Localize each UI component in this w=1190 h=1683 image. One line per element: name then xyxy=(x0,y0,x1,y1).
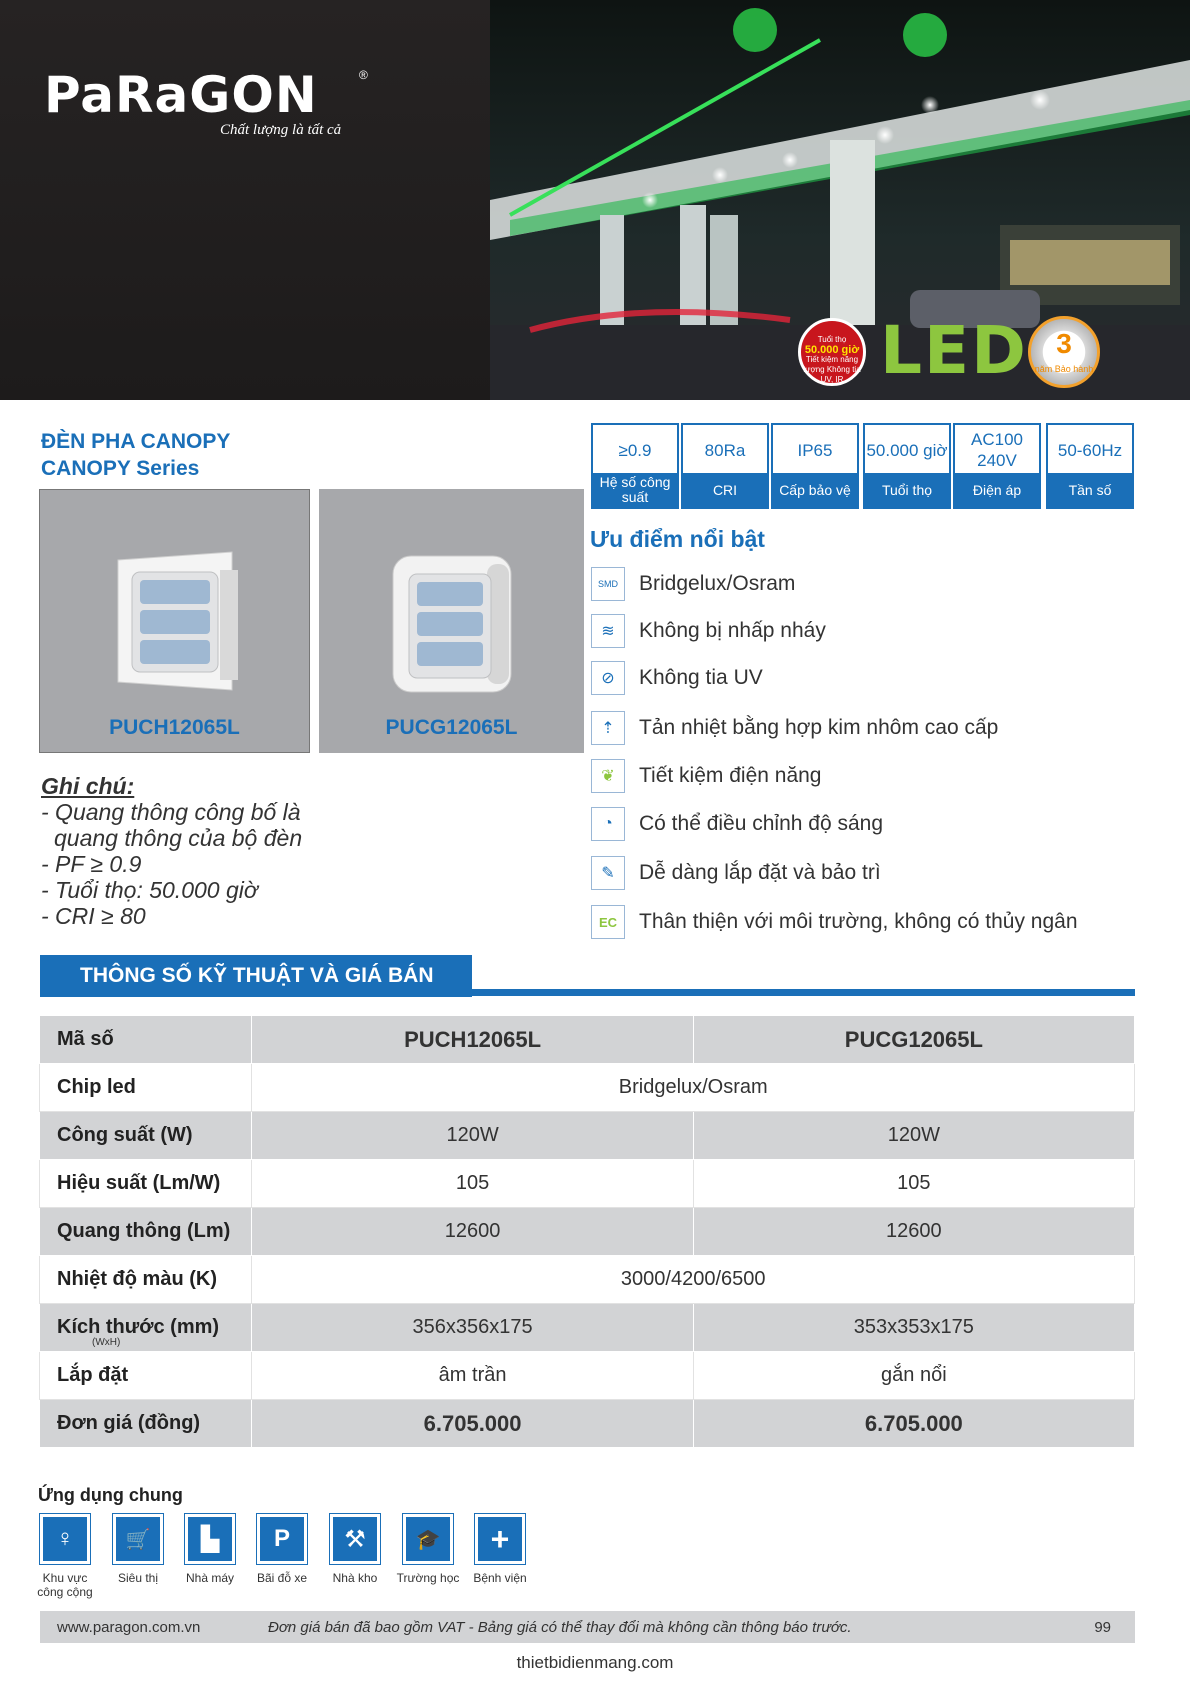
hero-banner xyxy=(0,0,1190,400)
product-code: PUCG12065L xyxy=(385,716,518,739)
warranty-years: 3 xyxy=(1056,328,1072,359)
table-cell: 105 xyxy=(252,1160,693,1208)
heat-sink-icon: ⇡ xyxy=(591,711,625,745)
column-header: PUCH12065L xyxy=(252,1016,693,1064)
application-item xyxy=(319,1513,391,1585)
application-item xyxy=(392,1513,464,1585)
forklift-icon: ⚒ xyxy=(333,1517,377,1561)
application-item xyxy=(246,1513,318,1585)
shopping-cart-icon: 🛒 xyxy=(116,1517,160,1561)
paragon-logo: PaRaGON xyxy=(44,66,318,124)
dimmer-icon: ◔ xyxy=(591,807,625,841)
warranty-badge xyxy=(1028,316,1100,388)
notes-heading: Ghi chú: xyxy=(41,773,135,799)
energy-saving-icon: ❦ xyxy=(591,759,625,793)
feature-text: Tiết kiệm điện năng xyxy=(639,764,822,787)
hospital-cross-icon: + xyxy=(478,1517,522,1561)
smd-chip-icon: SMD xyxy=(591,567,625,601)
application-label: Nhà máy xyxy=(185,1571,235,1585)
product-title xyxy=(41,428,230,482)
table-row xyxy=(40,1208,1135,1256)
column-header: PUCG12065L xyxy=(693,1016,1134,1064)
table-cell: 353x353x175 xyxy=(693,1304,1134,1352)
feature-text: Không tia UV xyxy=(639,666,763,689)
recessed-lamp-image xyxy=(110,550,240,700)
spec-value: 50-60Hz xyxy=(1057,440,1123,460)
table-row xyxy=(40,1064,1135,1112)
feature-text: Có thể điều chỉnh độ sáng xyxy=(639,812,884,835)
website-link[interactable]: www.paragon.com.vn xyxy=(57,1619,201,1636)
row-label: Hiệu suất (Lm/W) xyxy=(40,1160,252,1208)
title-line-2: CANOPY Series xyxy=(41,457,200,480)
warranty-caption: năm Bảo hành xyxy=(1034,364,1094,374)
table-row xyxy=(40,1112,1135,1160)
spec-label: Tần số xyxy=(1048,473,1132,507)
note-line: - Quang thông công bố là xyxy=(41,799,301,825)
features-title: Ưu điểm nổi bật xyxy=(590,526,765,552)
application-label: Trường học xyxy=(396,1571,460,1585)
spec-price-table xyxy=(39,1015,1135,1448)
application-label: Nhà kho xyxy=(332,1571,378,1585)
feature-text: Tản nhiệt bằng hợp kim nhôm cao cấp xyxy=(639,716,999,739)
spec-value: IP65 xyxy=(797,440,833,460)
row-label: Đơn giá (đồng) xyxy=(40,1400,252,1448)
spec-lifetime xyxy=(863,423,951,509)
application-label: Bệnh viện xyxy=(473,1571,527,1585)
lifetime-badge xyxy=(798,318,866,386)
feature-item xyxy=(591,613,826,649)
no-flicker-icon: ≋ xyxy=(591,614,625,648)
spec-label: CRI xyxy=(683,473,767,507)
spec-frequency xyxy=(1046,423,1134,509)
table-cell: 3000/4200/6500 xyxy=(252,1256,1135,1304)
section-header-rule xyxy=(40,989,1135,996)
table-cell: 105 xyxy=(693,1160,1134,1208)
no-uv-icon: ⊘ xyxy=(591,661,625,695)
application-item xyxy=(464,1513,536,1585)
badge-value: 50.000 giờ xyxy=(804,344,860,356)
application-item xyxy=(174,1513,246,1585)
application-label: Siêu thị xyxy=(117,1571,159,1585)
feature-item xyxy=(591,758,822,794)
application-item xyxy=(29,1513,101,1599)
spec-voltage xyxy=(953,423,1041,509)
table-row xyxy=(40,1016,1135,1064)
surface-lamp-image xyxy=(387,550,517,700)
feature-item xyxy=(591,904,1078,940)
spec-power-factor xyxy=(591,423,679,509)
row-label xyxy=(40,1304,252,1352)
table-cell: 356x356x175 xyxy=(252,1304,693,1352)
feature-item xyxy=(591,806,883,842)
table-row xyxy=(40,1400,1135,1448)
product-card-recessed xyxy=(39,489,310,753)
tools-icon: ✎ xyxy=(591,856,625,890)
feature-item xyxy=(591,710,998,746)
table-cell: gắn nổi xyxy=(693,1352,1134,1400)
notes-block xyxy=(41,773,302,929)
row-label-unit: (WxH) xyxy=(92,1337,121,1348)
price-cell: 6.705.000 xyxy=(693,1400,1134,1448)
spec-value: ≥0.9 xyxy=(618,440,652,460)
row-label: Mã số xyxy=(40,1016,252,1064)
application-label: Khu vực công cộng xyxy=(37,1571,93,1599)
section-title: THÔNG SỐ KỸ THUẬT VÀ GIÁ BÁN xyxy=(80,964,434,987)
table-row xyxy=(40,1304,1135,1352)
application-label: Bãi đỗ xe xyxy=(256,1571,308,1585)
spec-label: Tuổi thọ xyxy=(865,473,949,507)
brand-slogan: Chất lượng là tất cả xyxy=(220,122,342,138)
badge-subcaption: Tiết kiệm năng lượng Không tia UV, IR xyxy=(803,355,861,384)
feature-item xyxy=(591,566,795,602)
note-line: - Tuổi thọ: 50.000 giờ xyxy=(41,877,258,903)
graduation-cap-icon: 🎓 xyxy=(406,1517,450,1561)
spec-label: Cấp bảo vệ xyxy=(773,473,857,507)
table-cell: 12600 xyxy=(693,1208,1134,1256)
page-number: 99 xyxy=(1094,1619,1111,1636)
factory-icon: ▙ xyxy=(188,1517,232,1561)
spec-cri xyxy=(681,423,769,509)
spec-value: AC100 240V xyxy=(971,430,1023,470)
feature-text: Dễ dàng lắp đặt và bảo trì xyxy=(639,861,881,884)
table-cell: 120W xyxy=(693,1112,1134,1160)
applications-title: Ứng dụng chung xyxy=(38,1485,183,1505)
row-label: Quang thông (Lm) xyxy=(40,1208,252,1256)
product-card-surface xyxy=(319,489,584,753)
table-row xyxy=(40,1352,1135,1400)
table-cell: Bridgelux/Osram xyxy=(252,1064,1135,1112)
page-footer xyxy=(40,1611,1135,1643)
row-label-text: Kích thước (mm) xyxy=(57,1316,220,1338)
spec-ip-rating xyxy=(771,423,859,509)
table-row xyxy=(40,1256,1135,1304)
feature-item xyxy=(591,660,763,696)
product-code: PUCH12065L xyxy=(109,716,240,739)
application-item xyxy=(102,1513,174,1585)
spec-value: 80Ra xyxy=(704,440,746,460)
price-cell: 6.705.000 xyxy=(252,1400,693,1448)
feature-text: Thân thiện với môi trường, không có thủy ngân xyxy=(639,910,1078,933)
note-line: - CRI ≥ 80 xyxy=(41,903,146,929)
hero-dark-panel xyxy=(0,0,490,400)
table-cell: 120W xyxy=(252,1112,693,1160)
feature-text: Không bị nhấp nháy xyxy=(639,619,826,642)
row-label: Chip led xyxy=(40,1064,252,1112)
table-row xyxy=(40,1160,1135,1208)
spec-label: Điện áp xyxy=(955,473,1039,507)
watermark-text: thietbidienmang.com xyxy=(516,1653,674,1672)
note-line: quang thông của bộ đèn xyxy=(54,825,303,851)
title-line-1: ĐÈN PHA CANOPY xyxy=(41,430,231,453)
feature-text: Bridgelux/Osram xyxy=(639,572,796,595)
led-logo-text: LED xyxy=(880,312,1028,389)
note-line: - PF ≥ 0.9 xyxy=(41,851,142,877)
spec-label: Hệ số công suất xyxy=(593,473,677,507)
feature-item xyxy=(591,855,881,891)
spec-value: 50.000 giờ xyxy=(866,440,948,460)
eco-icon: EC xyxy=(591,905,625,939)
row-label: Nhiệt độ màu (K) xyxy=(40,1256,252,1304)
row-label: Lắp đặt xyxy=(40,1352,252,1400)
table-cell: 12600 xyxy=(252,1208,693,1256)
public-area-icon: ♀ xyxy=(43,1517,87,1561)
table-cell: âm trần xyxy=(252,1352,693,1400)
row-label: Công suất (W) xyxy=(40,1112,252,1160)
price-disclaimer: Đơn giá bán đã bao gồm VAT - Bảng giá có thể thay đổi mà không cần thông báo trước. xyxy=(268,1619,852,1636)
parking-icon: P xyxy=(260,1517,304,1561)
badge-caption: Tuổi thọ xyxy=(817,335,847,344)
registered-mark: ® xyxy=(359,68,368,82)
